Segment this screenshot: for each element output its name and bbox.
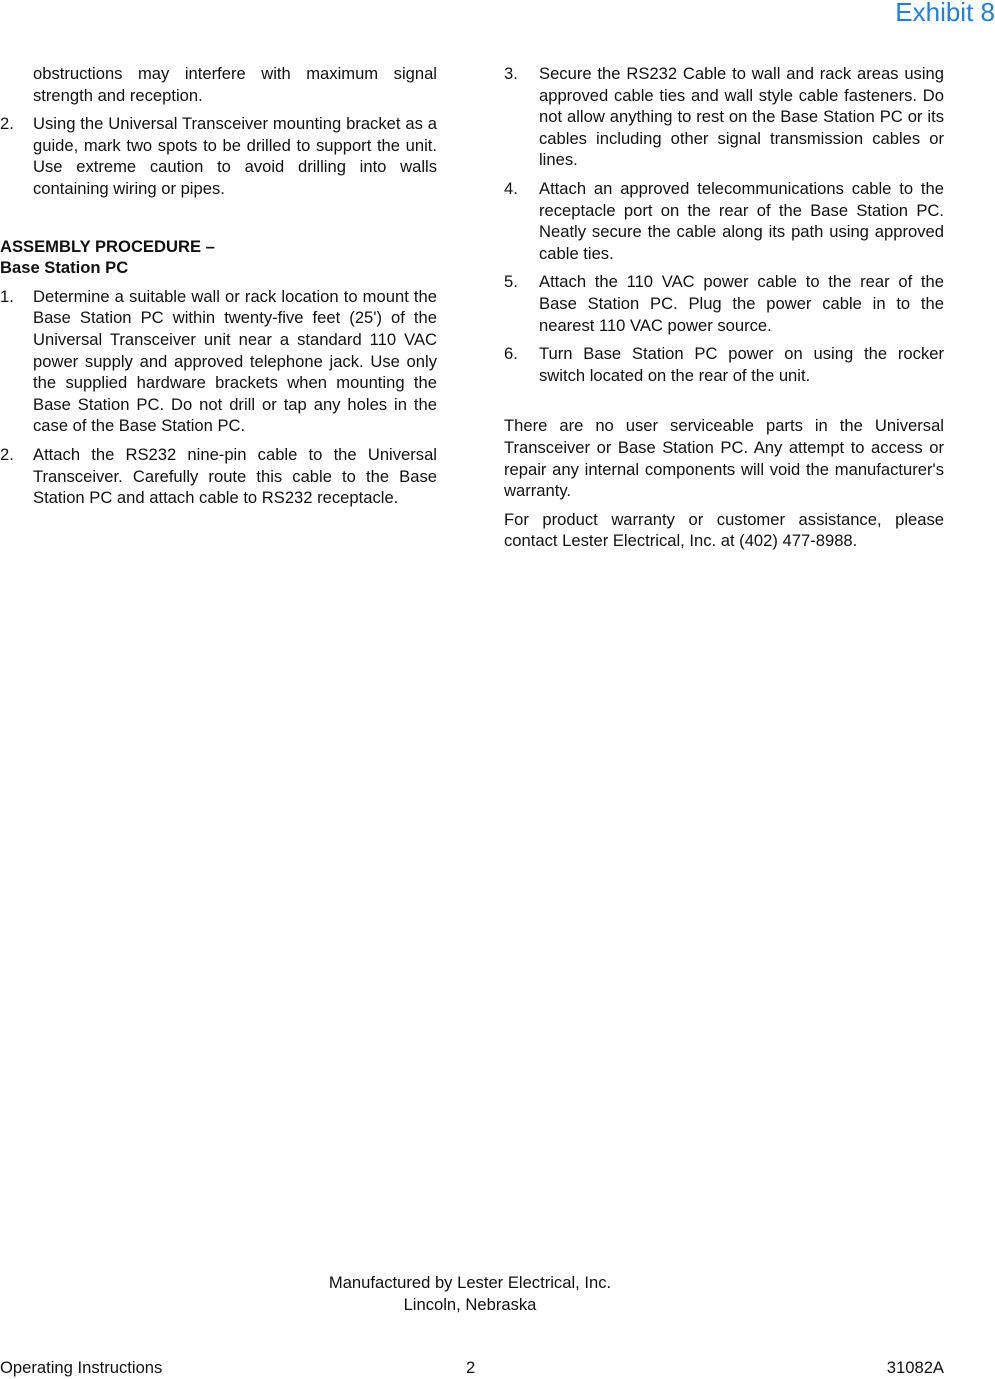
continuation-paragraph: obstructions may interfere with maximum signal strength and reception. bbox=[33, 64, 437, 105]
section-heading-line2: Base Station PC bbox=[0, 258, 129, 278]
exhibit-label: Exhibit 8 bbox=[895, 0, 995, 27]
service-notice: There are no user serviceable parts in the Universal Transceiver or Base Station PC. Any attempt to access or repair any internal components will void the manufacturer's warranty. bbox=[504, 416, 944, 501]
contact-info: For product warranty or customer assistance, please contact Lester Electrical, Inc. at (402) 477-8988. bbox=[504, 509, 944, 551]
step-text: Using the Universal Transceiver mounting bracket as a guide, mark two spots to be drilled to support the unit. Use extreme caution to avoid drilling into walls containing wiring or pipes. bbox=[33, 114, 437, 198]
assembly-step-1 bbox=[0, 286, 437, 437]
page-footer bbox=[0, 1357, 944, 1379]
step-number: 5. bbox=[504, 272, 518, 292]
step-number: 2. bbox=[0, 444, 14, 464]
manufacturer-location: Lincoln, Nebraska bbox=[403, 1294, 537, 1314]
step-number: 1. bbox=[0, 286, 14, 306]
step-text: Secure the RS232 Cable to wall and rack areas using approved cable ties and wall style cable fasteners. Do not allow anything to rest on the Base Station PC or its cables including other signal transmission cables or lines. bbox=[539, 64, 944, 170]
step-number: 6. bbox=[504, 344, 518, 364]
right-column bbox=[504, 63, 944, 552]
assembly-step-3 bbox=[504, 63, 944, 171]
step-text: Turn Base Station PC power on using the rocker switch located on the rear of the unit. bbox=[539, 344, 944, 385]
section-heading bbox=[0, 236, 437, 279]
step-number: 3. bbox=[504, 64, 518, 83]
assembly-step-4 bbox=[504, 178, 944, 264]
document-title: Operating Instructions bbox=[0, 1358, 163, 1377]
step-text: Attach an approved telecommunications cable to the receptacle port on the rear of the Base Station PC. Neatly secure the cable along its path using approved cable ties. bbox=[539, 178, 944, 263]
install-step-2 bbox=[0, 113, 437, 199]
page-number: 2 bbox=[466, 1358, 476, 1377]
assembly-step-5 bbox=[504, 271, 944, 336]
step-text: Attach the RS232 nine-pin cable to the Universal Transceiver. Carefully route this cable to the Base Station PC and attach cable to RS232 receptacle. bbox=[33, 444, 437, 508]
step-number: 2. bbox=[0, 114, 14, 134]
left-column bbox=[0, 63, 437, 509]
manufacturer-name: Manufactured by Lester Electrical, Inc. bbox=[328, 1273, 612, 1292]
step-number: 4. bbox=[504, 178, 518, 198]
step-text: Attach the 110 VAC power cable to the rear of the Base Station PC. Plug the power cable in to the nearest 110 VAC power source. bbox=[539, 272, 944, 335]
section-heading-line1: ASSEMBLY PROCEDURE – bbox=[0, 236, 215, 256]
manufacturer-block bbox=[0, 1272, 940, 1315]
assembly-step-2 bbox=[0, 444, 437, 509]
document-number: 31082A bbox=[886, 1358, 944, 1377]
step-text: Determine a suitable wall or rack location to mount the Base Station PC within twenty-five feet (25') of the Universal Transceiver unit near a standard 110 VAC power supply and approved telephone jack. Use only the supplied hardware brackets when mounting the Base Station PC. Do not drill or tap any holes in the case of the Base Station PC. bbox=[33, 286, 437, 436]
assembly-step-6 bbox=[504, 343, 944, 386]
